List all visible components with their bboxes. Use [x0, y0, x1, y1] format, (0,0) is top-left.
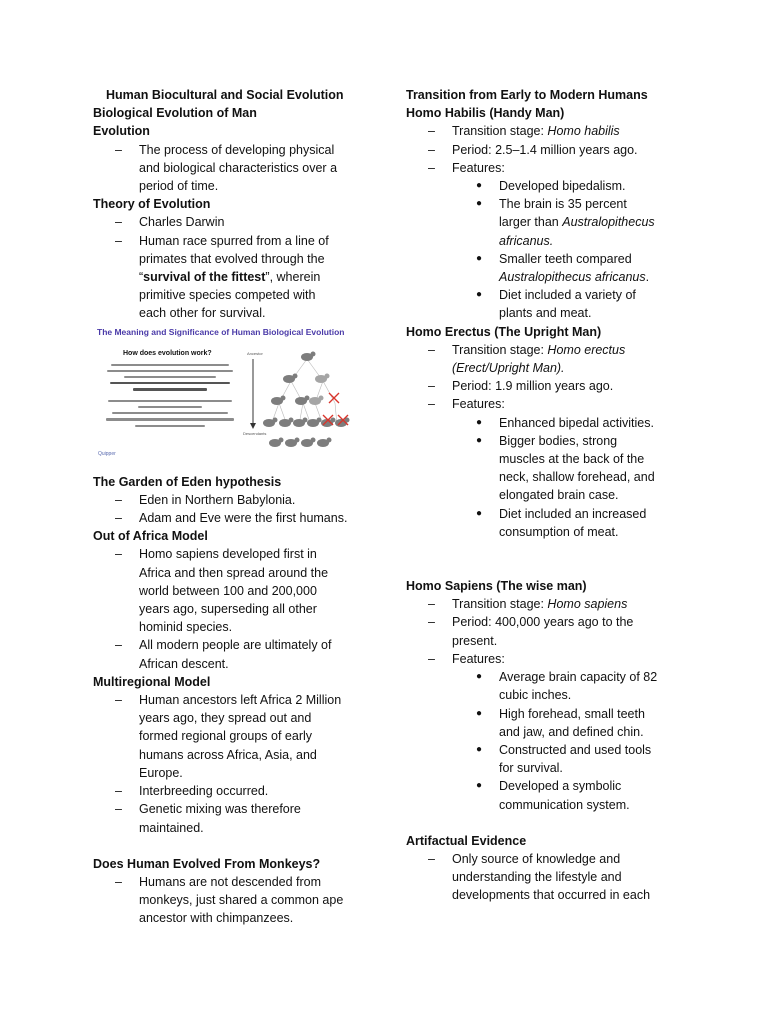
dash-marker: – [428, 651, 435, 666]
multiregional-heading: Multiregional Model [93, 674, 211, 689]
bullet-marker: ● [476, 180, 483, 192]
dash-marker: – [428, 851, 435, 866]
erectus-heading: Homo Erectus (The Upright Man) [406, 324, 602, 339]
bullet-marker: ● [476, 780, 483, 792]
bullet-marker: ● [476, 507, 483, 519]
list-item: – Features: [406, 650, 686, 668]
dash-marker: – [115, 233, 122, 248]
section-title: Biological Evolution of Man [93, 106, 257, 121]
feature-item: ● Average brain capacity of 82 cubic inches. [476, 670, 658, 703]
figure-credit: Quipper [98, 451, 116, 458]
dash-marker: – [428, 342, 435, 357]
figure-title: The Meaning and Significance of Human Biological Evolution [97, 326, 345, 337]
right-column [406, 86, 686, 905]
evolution-figure [93, 327, 363, 467]
arrow-head-icon [250, 423, 256, 429]
africa-heading: Out of Africa Model [93, 529, 208, 544]
dash-marker: – [115, 511, 122, 526]
list-item: – Period: 400,000 years ago to the present. [428, 615, 634, 648]
figure-subtitle: How does evolution work? [123, 349, 212, 357]
bullet-marker: ● [476, 198, 483, 210]
bullet-marker: ● [476, 289, 483, 301]
descendants-label: Descendants [243, 430, 267, 436]
dash-marker: – [428, 615, 435, 630]
feature-item: ● Diet included a variety of plants and meat. [476, 288, 636, 321]
feature-item: ● Developed bipedalism. [406, 177, 686, 195]
bullet-marker: ● [476, 434, 483, 446]
evolution-heading: Evolution [93, 124, 150, 139]
bullet-marker: ● [476, 416, 483, 428]
list-item: – Period: 1.9 million years ago. [406, 377, 686, 395]
habilis-heading: Homo Habilis (Handy Man) [406, 106, 565, 121]
dash-marker: – [115, 802, 122, 817]
list-item: – Transition stage: Homo habilis [406, 122, 686, 140]
list-item: – Human ancestors left Africa 2 Million years ago, they spread out and formed regional groups of early humans across Africa, Asia, and Europe. [115, 693, 342, 780]
dash-marker: – [115, 142, 122, 157]
bullet-marker: ● [476, 252, 483, 264]
list-item: – Transition stage: Homo erectus (Erect/Upright Man). [428, 342, 626, 376]
list-item: – Only source of knowledge and understanding the lifestyle and developments that occurred in each [428, 851, 651, 903]
dash-marker: – [115, 547, 122, 562]
list-item: – Features: [406, 395, 686, 413]
evolution-tree-diagram [241, 345, 359, 457]
animal-figures [263, 351, 350, 447]
dash-marker: – [115, 492, 122, 507]
figure-text-lines [99, 364, 241, 431]
list-item: – Eden in Northern Babylonia. [93, 491, 373, 509]
monkeys-heading: Does Human Evolved From Monkeys? [93, 856, 321, 871]
list-item: – Transition stage: Homo sapiens [406, 595, 686, 613]
dash-marker: – [115, 874, 122, 889]
document-title: Human Biocultural and Social Evolution [106, 88, 344, 102]
survival-emphasis: survival of the fittest [143, 270, 266, 285]
list-item: – Adam and Eve were the first humans. [93, 509, 373, 527]
feature-item: ● High forehead, small teeth and jaw, and defined chin. [476, 706, 645, 739]
list-item: – Genetic mixing was therefore maintained. [115, 802, 301, 835]
list-item: – Features: [406, 159, 686, 177]
bullet-marker: ● [476, 671, 483, 683]
dash-marker: – [428, 379, 435, 394]
dash-marker: – [428, 124, 435, 139]
feature-item: ● Bigger bodies, strong muscles at the back of the neck, shallow forehead, and elongated brain case. [476, 433, 655, 503]
dash-marker: – [428, 397, 435, 412]
list-item: – Charles Darwin [93, 213, 373, 231]
feature-item: ● Constructed and used tools for survival. [476, 742, 652, 776]
left-column [93, 86, 373, 928]
list-item: – All modern people are ultimately of African descent. [115, 638, 332, 671]
dash-marker: – [428, 160, 435, 175]
list-item: – The process of developing physical and biological characteristics over a period of time. [115, 142, 338, 194]
list-item: – Interbreeding occurred. [93, 782, 373, 800]
feature-item: ● Diet included an increased consumption of meat. [476, 506, 647, 539]
dash-marker: – [115, 693, 122, 708]
list-item: – Human race spurred from a line of primates that evolved through the “survival of the fittest”, wherein primitive species competed with each other for survival. [115, 233, 329, 321]
bullet-marker: ● [476, 707, 483, 719]
dash-marker: – [428, 597, 435, 612]
feature-item: ● Developed a symbolic communication system. [476, 779, 630, 812]
feature-item: ● The brain is 35 percent larger than Australopithecus africanus. [476, 197, 655, 248]
feature-item: ● Smaller teeth compared Australopithecus africanus. [476, 251, 650, 285]
tree-lines [271, 359, 337, 425]
bullet-marker: ● [476, 743, 483, 755]
eden-heading: The Garden of Eden hypothesis [93, 474, 282, 489]
ancestor-label: Ancestor [247, 350, 263, 356]
feature-item: ● Enhanced bipedal activities. [406, 414, 686, 432]
dash-marker: – [115, 215, 122, 230]
list-item: – Period: 2.5–1.4 million years ago. [406, 141, 686, 159]
dash-marker: – [428, 142, 435, 157]
artifact-heading: Artifactual Evidence [406, 833, 527, 848]
transition-title: Transition from Early to Modern Humans [406, 88, 648, 102]
dash-marker: – [115, 638, 122, 653]
sapiens-heading: Homo Sapiens (The wise man) [406, 579, 587, 594]
theory-heading: Theory of Evolution [93, 197, 211, 212]
list-item: – Homo sapiens developed first in Africa and then spread around the world between 100 and 200,000 years ago, superseding all other hominid species. [115, 547, 329, 635]
dash-marker: – [115, 784, 122, 799]
list-item: – Humans are not descended from monkeys, just shared a common ape ancestor with chimpanzees. [115, 874, 344, 926]
